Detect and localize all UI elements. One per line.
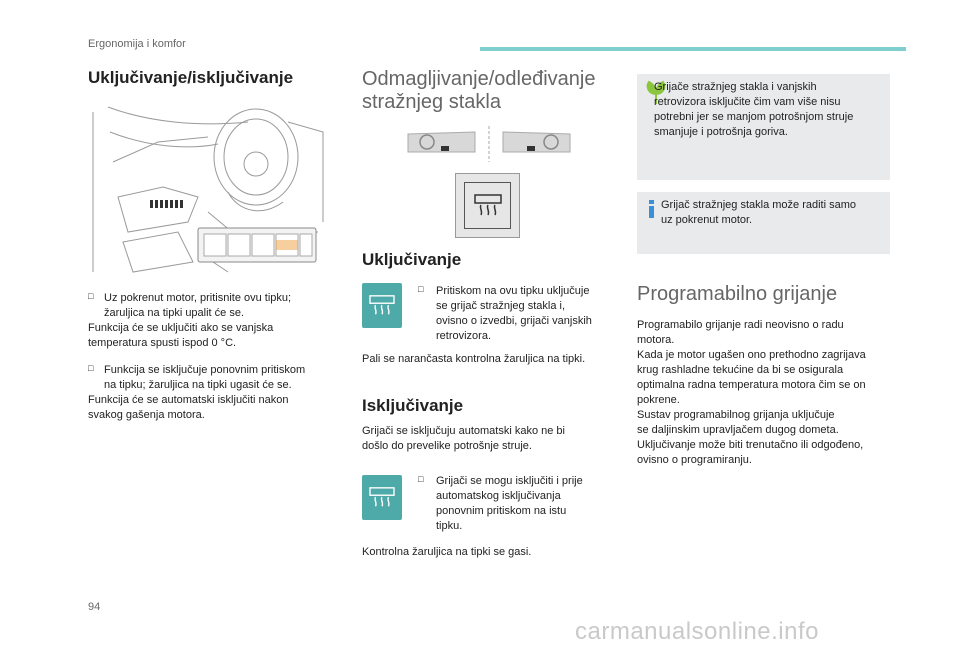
bullet-icon: □	[418, 284, 424, 294]
section-header: Ergonomija i komfor	[88, 38, 186, 50]
paragraph-line: optimalna radna temperatura motora čim se on	[637, 379, 866, 391]
programmable-heating-text	[637, 318, 897, 468]
rear-defrost-icon	[473, 193, 503, 219]
rear-defrost-icon	[368, 486, 396, 510]
instruction-block-off	[88, 363, 343, 423]
on-note: Pali se narančasta kontrolna žaruljica na tipki.	[362, 353, 586, 365]
defrost-button-icon-off	[362, 475, 402, 520]
description-text: Grijači se isključuju automatski kako ne bi	[362, 425, 565, 437]
description-text: došlo do prevelike potrošnje struje.	[362, 440, 532, 452]
info-text: uz pokrenut motor.	[661, 214, 753, 226]
tip-text: smanjuje i potrošnja goriva.	[654, 126, 788, 138]
paragraph-line: motora.	[637, 334, 675, 346]
paragraph-line: Uključivanje može biti trenutačno ili odgođeno,	[637, 439, 864, 451]
paragraph-line: se daljinskim upravljačem dugog dometa.	[637, 424, 839, 436]
instruction-text: ovisno o izvedbi, grijači vanjskih	[436, 315, 592, 327]
instruction-text: žaruljica na tipki upalit će se.	[104, 307, 245, 319]
subsection-title-on: Uključivanje	[362, 250, 462, 269]
info-text: Grijač stražnjeg stakla može raditi samo	[661, 199, 857, 211]
eco-tip-box	[637, 74, 890, 180]
tip-text: potrebni jer se manjom potrošnjom struje	[654, 111, 854, 123]
title-line: stražnjeg stakla	[362, 91, 501, 113]
instruction-text: retrovizora.	[436, 330, 492, 342]
instruction-text: Pritiskom na ovu tipku uključuje	[436, 285, 590, 297]
instruction-text: Funkcija se isključuje ponovnim pritiskom	[104, 364, 306, 376]
paragraph-line: krug rashladne tekućine da bi se osigurala	[637, 364, 844, 376]
instruction-text: na tipku; žaruljica na tipki ugasit će se.	[104, 379, 292, 391]
instruction-block-on	[88, 291, 343, 351]
bullet-icon: □	[88, 291, 94, 301]
defrost-button-icon-on	[362, 283, 402, 328]
subsection-title-off: Isključivanje	[362, 396, 464, 415]
instruction-text: se grijač stražnjeg stakla i,	[436, 300, 565, 312]
page-number: 94	[88, 601, 101, 613]
instruction-text: ponovnim pritiskom na istu	[436, 505, 567, 517]
header-accent-bar	[480, 47, 906, 51]
info-box	[637, 192, 890, 254]
rear-defrost-button-illustration	[455, 173, 520, 238]
paragraph-line: Sustav programabilnog grijanja uključuje	[637, 409, 835, 421]
paragraph-line: Kada je motor ugašen ono prethodno zagrijava	[637, 349, 866, 361]
off-instruction	[418, 474, 636, 534]
watermark: carmanualsonline.info	[575, 618, 819, 645]
title-line: Odmagljivanje/odleđivanje	[362, 68, 596, 90]
bullet-icon: □	[88, 363, 94, 373]
dashboard-illustration	[88, 102, 328, 278]
instruction-text: automatskog isključivanja	[436, 490, 561, 502]
instruction-text: Uz pokrenut motor, pritisnite ovu tipku;	[104, 292, 292, 304]
rear-defrost-icon	[368, 294, 396, 318]
section-title-on-off: Uključivanje/isključivanje	[88, 68, 294, 87]
instruction-text: Grijači se mogu isključiti i prije	[436, 475, 583, 487]
note-text: Funkcija će se uključiti ako se vanjska	[88, 322, 274, 334]
tip-text: retrovizora isključite čim vam više nisu	[654, 96, 841, 108]
off-note: Kontrolna žaruljica na tipki se gasi.	[362, 546, 532, 558]
mirrors-illustration	[405, 124, 575, 164]
paragraph-line: pokrene.	[637, 394, 680, 406]
paragraph-line: Programabilo grijanje radi neovisno o radu	[637, 319, 844, 331]
on-instruction	[418, 284, 636, 344]
instruction-text: tipku.	[436, 520, 463, 532]
note-text: temperatura spusti ispod 0 °C.	[88, 337, 237, 349]
paragraph-line: ovisno o programiranju.	[637, 454, 752, 466]
section-title-programmable-heating: Programabilno grijanje	[637, 283, 838, 305]
bullet-icon: □	[418, 474, 424, 484]
tip-text: Grijače stražnjeg stakla i vanjskih	[654, 81, 817, 93]
note-text: Funkcija će se automatski isključiti nakon	[88, 394, 289, 406]
off-description	[362, 424, 612, 454]
note-text: svakog gašenja motora.	[88, 409, 205, 421]
section-title-defrost	[362, 68, 595, 114]
info-icon	[649, 200, 654, 218]
